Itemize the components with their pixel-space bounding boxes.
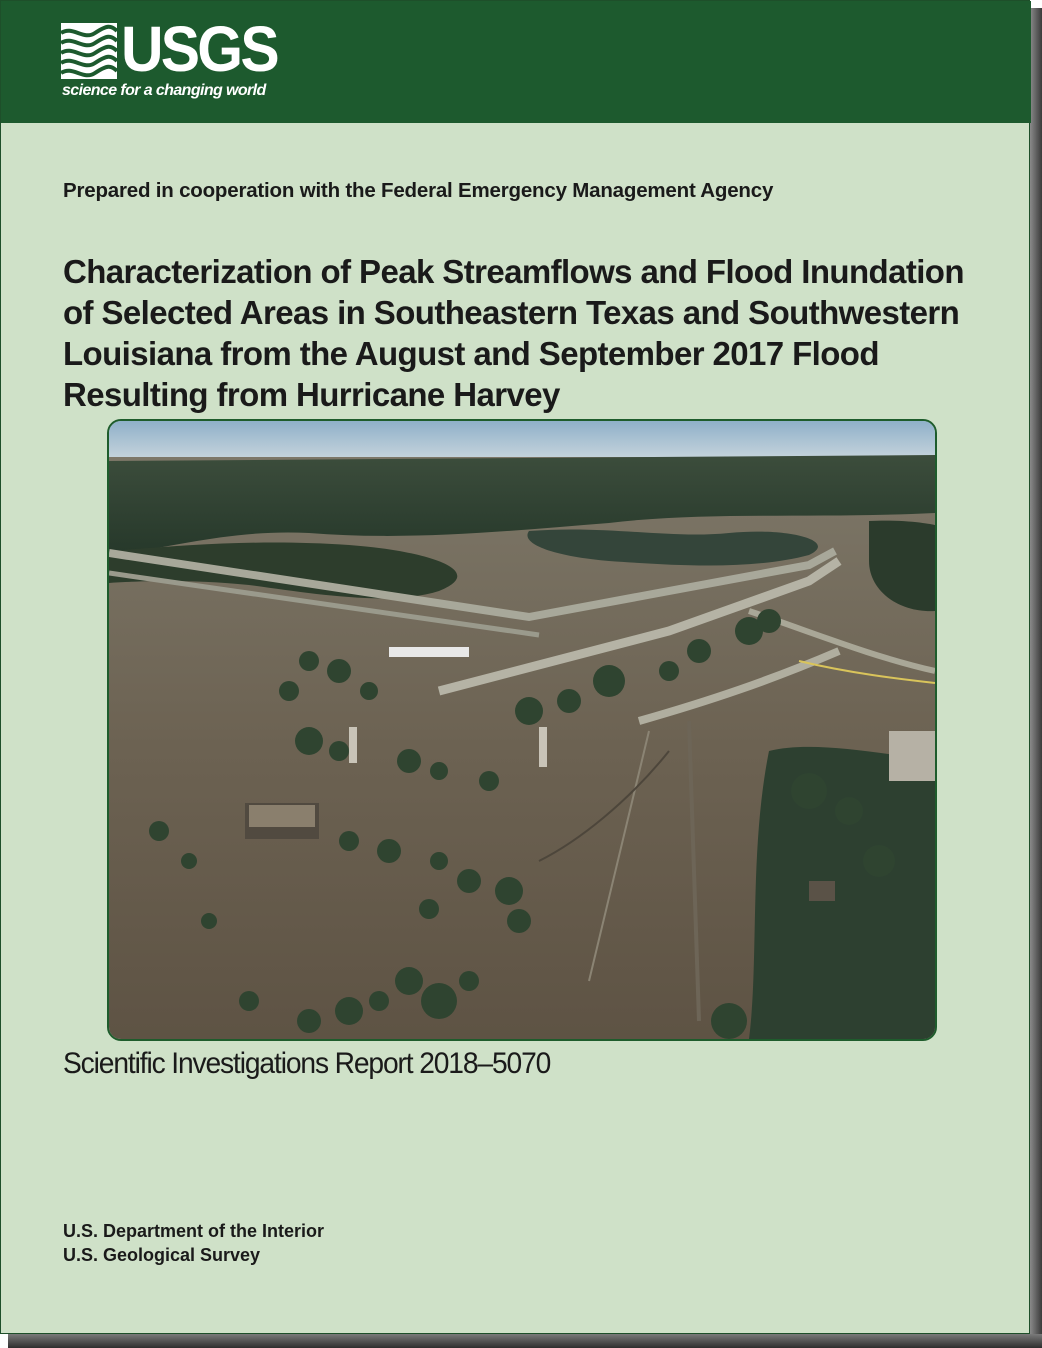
- aerial-flood-photo-icon: [109, 421, 935, 1039]
- title-line-4: Resulting from Hurricane Harvey: [63, 376, 560, 413]
- usgs-wordmark: USGS: [121, 13, 277, 85]
- department-name: U.S. Department of the Interior: [63, 1221, 325, 1241]
- page-shadow-right: [1030, 8, 1042, 1348]
- usgs-wave-icon: [61, 23, 117, 79]
- report-number: Scientific Investigations Report 2018–5070: [63, 1047, 551, 1080]
- title-line-3: Louisiana from the August and September 2017 Flood: [63, 335, 879, 372]
- title-line-1: Characterization of Peak Streamflows and Flood Inundation: [63, 253, 964, 290]
- usgs-logo: [61, 13, 291, 105]
- agency-name: U.S. Geological Survey: [63, 1245, 261, 1265]
- title-line-2: of Selected Areas in Southeastern Texas and Southwestern: [63, 294, 960, 331]
- page-shadow-bottom: [8, 1334, 1042, 1348]
- cooperation-statement: Prepared in cooperation with the Federal Emergency Management Agency: [63, 179, 774, 202]
- cover-photo-frame: [107, 419, 937, 1041]
- report-title: [63, 251, 1003, 415]
- usgs-tagline: science for a changing world: [62, 82, 266, 99]
- header-band: [1, 1, 1031, 123]
